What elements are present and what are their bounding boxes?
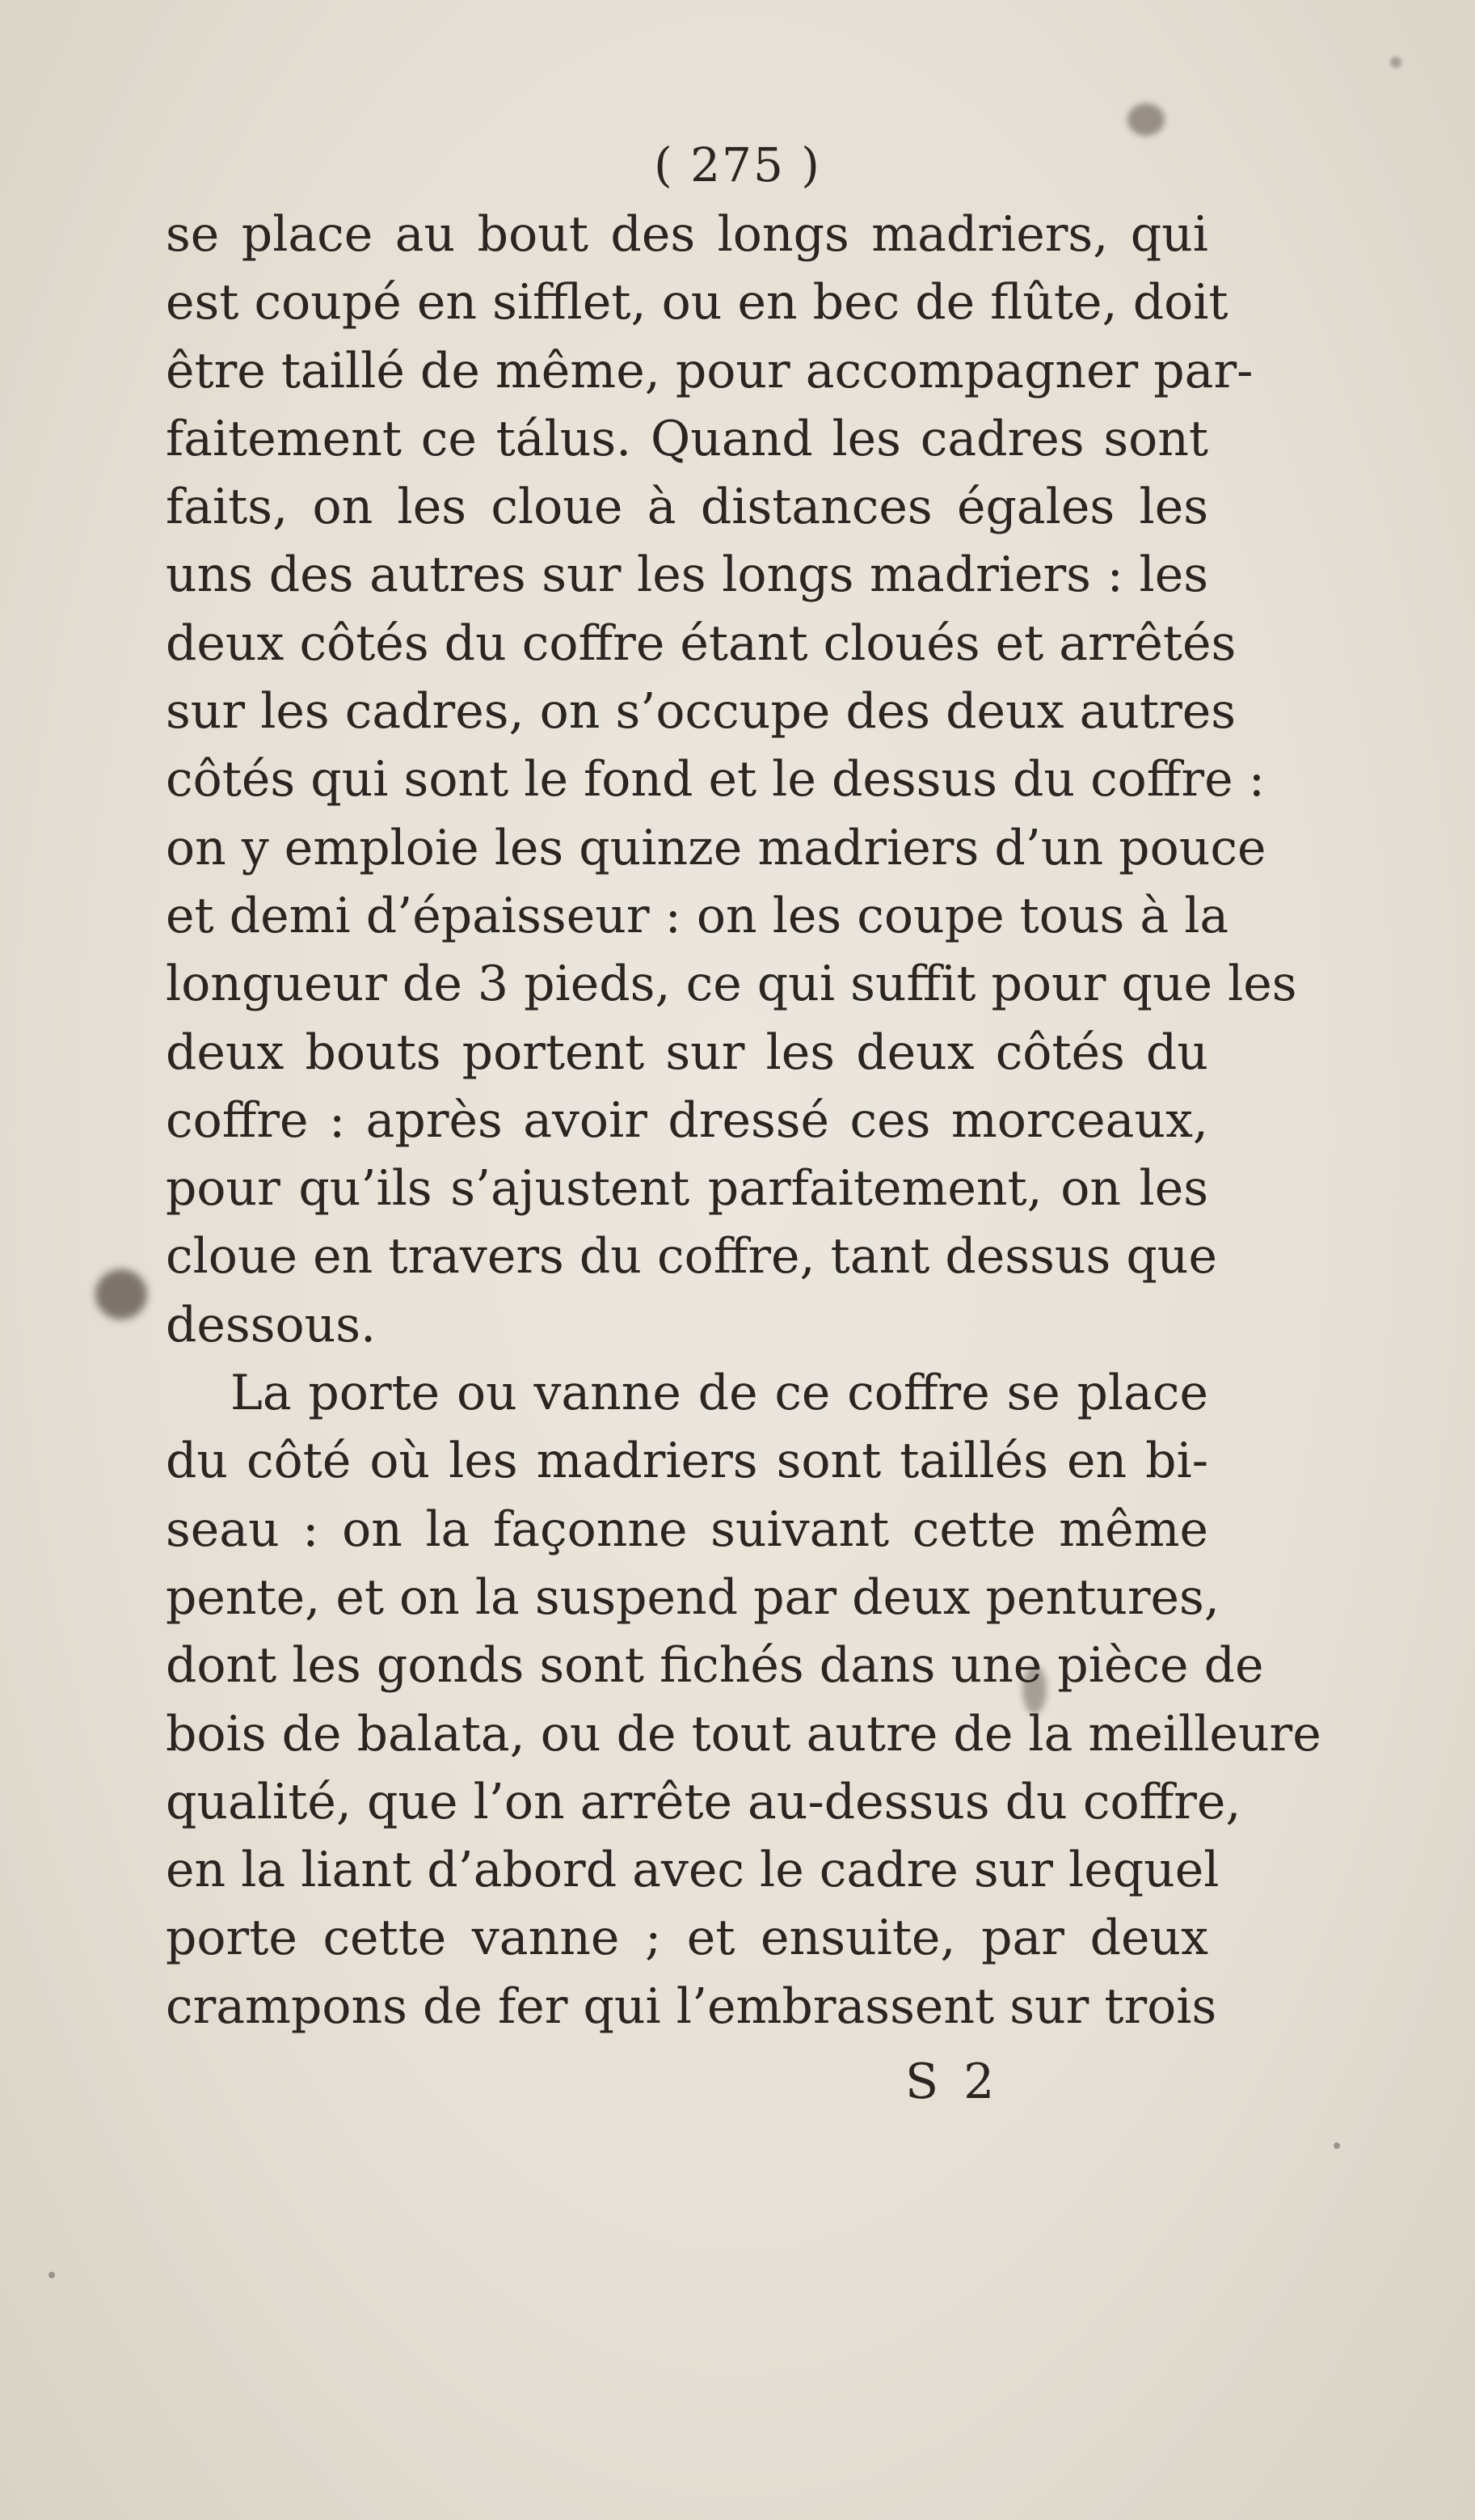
text-line: seau : on la façonne suivant cette même	[166, 1501, 1208, 1558]
text-line: faitement ce tálus. Quand les cadres sont	[166, 410, 1208, 467]
text-line: coffre : après avoir dressé ces morceaux,	[166, 1091, 1208, 1149]
text-line: côtés qui sont le fond et le dessus du coffre :	[166, 751, 1265, 808]
foxing-spot	[95, 1269, 147, 1319]
text-line: du côté où les madriers sont taillés en bi-	[166, 1433, 1208, 1490]
foxing-spot	[1390, 57, 1401, 68]
text-line: est coupé en sifflet, ou en bec de flûte, doit	[166, 274, 1228, 331]
text-line: en la liant d’abord avec le cadre sur lequel	[166, 1842, 1220, 1899]
text-line: deux bouts portent sur les deux côtés du	[166, 1024, 1208, 1081]
foxing-spot	[1334, 2142, 1340, 2149]
page-number-header: ( 275 )	[654, 137, 821, 192]
text-line: deux côtés du coffre étant cloués et arrêtés	[166, 614, 1237, 672]
text-line: uns des autres sur les longs madriers : les	[166, 547, 1208, 604]
text-line: on y emploie les quinze madriers d’un pouce	[166, 819, 1266, 876]
text-line: crampons de fer qui l’embrassent sur trois	[166, 1978, 1217, 2035]
text-line: se place au bout des longs madriers, qui	[166, 206, 1208, 263]
body-text	[166, 201, 1321, 2041]
text-line: pour qu’ils s’ajustent parfaitement, on les	[166, 1160, 1208, 1218]
text-line: faits, on les cloue à distances égales les	[166, 479, 1208, 536]
text-line: sur les cadres, on s’occupe des deux autres	[166, 683, 1237, 741]
text-line: longueur de 3 pieds, ce qui suffit pour que les	[166, 956, 1297, 1013]
paragraph-start-line: La porte ou vanne de ce coffre se place	[230, 1365, 1208, 1422]
text-line: cloue en travers du coffre, tant dessus que	[166, 1228, 1217, 1285]
text-line: dessous.	[166, 1296, 377, 1353]
text-line: bois de balata, ou de tout autre de la meilleure	[166, 1705, 1321, 1762]
text-line: qualité, que l’on arrête au-dessus du coffre,	[166, 1773, 1241, 1830]
text-line: porte cette vanne ; et ensuite, par deux	[166, 1910, 1208, 1967]
text-line: dont les gonds sont fichés dans une pièce de	[166, 1637, 1264, 1695]
text-line: pente, et on la suspend par deux pentures,	[166, 1568, 1220, 1626]
text-line: être taillé de même, pour accompagner par-	[166, 342, 1254, 399]
text-line: et demi d’épaisseur : on les coupe tous à la	[166, 887, 1229, 944]
signature-mark: S 2	[905, 2054, 1000, 2110]
foxing-spot	[48, 2272, 55, 2278]
foxing-spot	[1127, 103, 1165, 136]
